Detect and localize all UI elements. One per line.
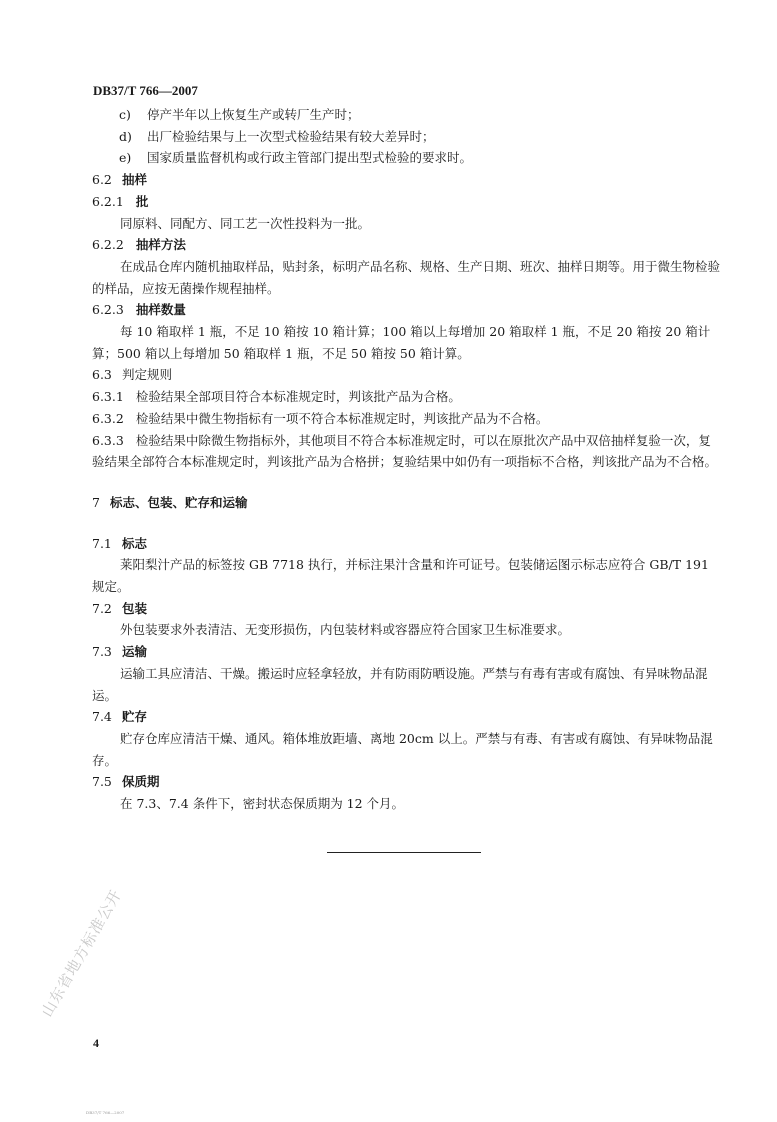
section-7-3-heading: 7.3 运输 — [92, 644, 148, 660]
section-7-2-heading: 7.2 包装 — [92, 600, 148, 616]
list-item-c: c) 停产半年以上恢复生产或转厂生产时； — [119, 107, 360, 122]
section-6-2-2-body: 在成品仓库内随机抽取样品，贴封条，标明产品名称、规格、生产日期、班次、抽样日期等。用于微生物检验的样品，应按无菌操作规程抽样。 — [92, 258, 721, 296]
section-7-2-body: 外包装要求外表清洁、无变形损伤，内包装材料或容器应符合国家卫生标准要求。 — [120, 622, 571, 638]
end-of-document-rule — [327, 852, 481, 853]
watermark-stamp: 山东省地方标准公开 — [37, 886, 126, 1020]
document-header-code: DB37/T 766—2007 — [93, 83, 198, 98]
section-6-3-heading: 6.3 判定规则 — [92, 367, 173, 383]
section-6-3-3: 6.3.3 检验结果中除微生物指标外，其他项目不符合本标准规定时，可以在原批次产品中双倍抽样复验一次，复验结果全部符合本标准规定时，判该批产品为合格拼；复验结果中如仍有一项指标不合格，判该批产品为不合格。 — [92, 432, 718, 470]
section-6-2-2-heading: 6.2.2 抽样方法 — [92, 237, 186, 253]
section-7-4-heading: 7.4 贮存 — [92, 709, 148, 725]
section-7-5-body: 在 7.3、7.4 条件下，密封状态保质期为 12 个月。 — [120, 796, 405, 812]
section-7-1-body: 莱阳梨汁产品的标签按 GB 7718 执行，并标注果汁含量和许可证号。包装储运图示标志应符合 GB/T 191 规定。 — [92, 557, 709, 595]
list-item-d: d) 出厂检验结果与上一次型式检验结果有较大差异时； — [119, 128, 435, 144]
section-7-4-body: 贮存仓库应清洁干燥、通风。箱体堆放距墙、离地 20cm 以上。严禁与有毒、有害或有腐蚀、有异味物品混存。 — [92, 730, 713, 768]
section-6-2-3-heading: 6.2.3 抽样数量 — [92, 302, 186, 318]
page-number: 4 — [93, 1036, 99, 1050]
section-7-heading: 7 标志、包装、贮存和运输 — [92, 494, 248, 510]
section-6-2-heading: 6.2 抽样 — [92, 172, 148, 188]
document-body — [92, 104, 720, 815]
list-item-e: e) 国家质量监督机构或行政主管部门提出型式检验的要求时。 — [119, 150, 473, 166]
section-7-3-body: 运输工具应清洁、干燥。搬运时应轻拿轻放，并有防雨防晒设施。严禁与有毒有害或有腐蚀、有异味物品混运。 — [92, 665, 708, 703]
footer-tiny-text: DB37/T 766—2007 — [86, 1110, 125, 1115]
section-6-3-2: 6.3.2 检验结果中微生物指标有一项不符合本标准规定时，判该批产品为不合格。 — [92, 410, 549, 426]
section-6-3-1: 6.3.1 检验结果全部项目符合本标准规定时，判该批产品为合格。 — [92, 389, 461, 405]
section-7-1-heading: 7.1 标志 — [92, 535, 148, 551]
section-6-2-1-heading: 6.2.1 批 — [92, 193, 149, 209]
section-6-2-1-body: 同原料、同配方、同工艺一次性投料为一批。 — [120, 215, 371, 231]
section-6-2-3-body: 每 10 箱取样 1 瓶，不足 10 箱按 10 箱计算；100 箱以上每增加 20 箱取样 1 瓶，不足 20 箱按 20 箱计算；500 箱以上每增加 50 箱取样 1 瓶，不足 50 箱按 50 箱计算。 — [92, 324, 711, 361]
section-7-5-heading: 7.5 保质期 — [92, 774, 160, 790]
